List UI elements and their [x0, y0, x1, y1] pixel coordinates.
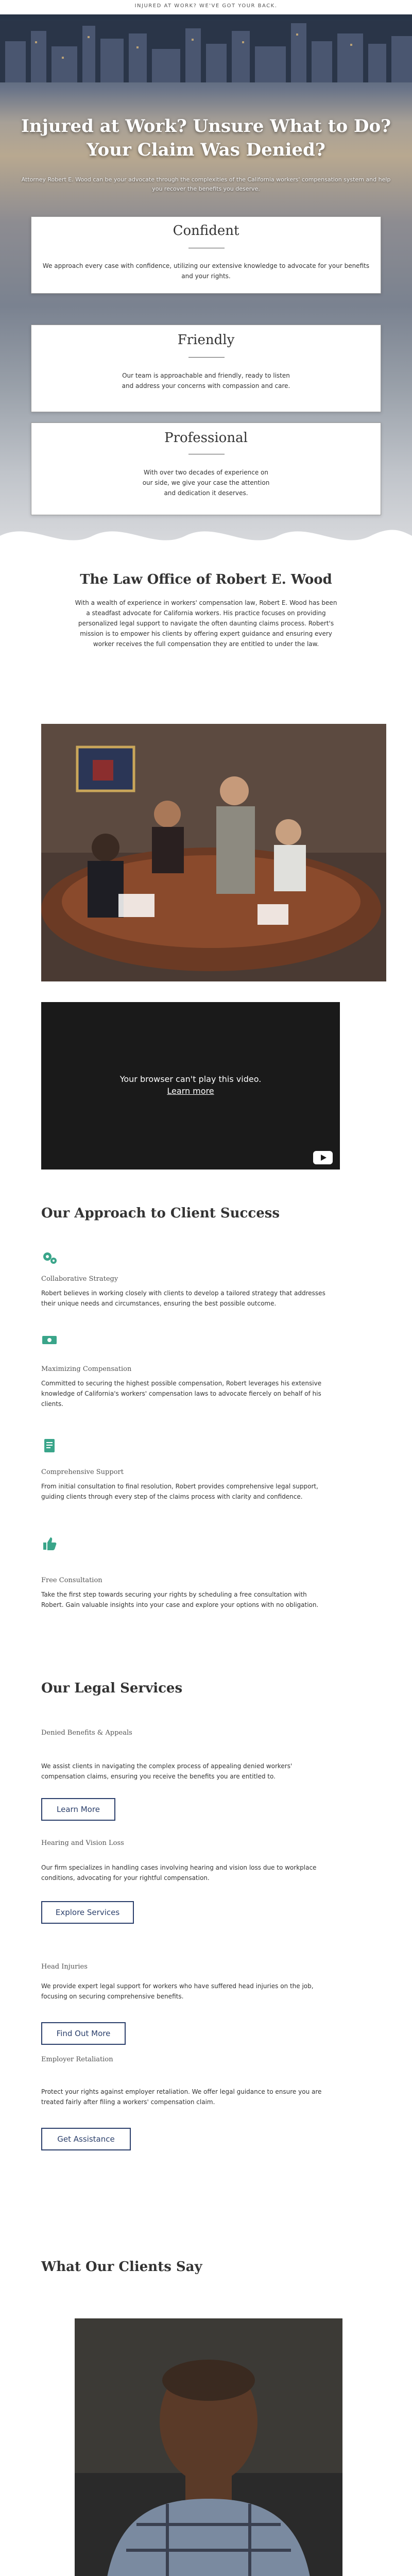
- testimonials-title: What Our Clients Say: [41, 2259, 202, 2275]
- card-title: Confident: [173, 223, 239, 239]
- learn-more-button[interactable]: Learn More: [41, 1798, 115, 1821]
- video-learn-more-link[interactable]: Learn more: [167, 1086, 214, 1096]
- card-title: Professional: [164, 430, 248, 446]
- approach-item-heading: Free Consultation: [41, 1577, 102, 1584]
- card-title: Friendly: [177, 332, 235, 348]
- approach-item-heading: Collaborative Strategy: [41, 1275, 118, 1283]
- get-assistance-button[interactable]: Get Assistance: [41, 2128, 131, 2150]
- about-text: With a wealth of experience in workers' compensation law, Robert E. Wood has been a steadfast advocate for California workers. His practice focuses on providing personalized legal support to navigate the often daunting claims process. Robert's mission is to empower his clients by offering expert guidance and ensuring every worker receives the full compensation they are entitled to under the law.: [75, 599, 337, 648]
- service-heading: Employer Retaliation: [41, 2056, 113, 2063]
- approach-item-text: From initial consultation to final resolution, Robert provides comprehensive legal support, guiding clients through every step of the claims process with clarity and confidence.: [41, 1483, 318, 1500]
- services-title: Our Legal Services: [41, 1681, 183, 1696]
- card-text: Our team is approachable and friendly, ready to listen and address your concerns with compassion and care.: [122, 372, 290, 389]
- explore-services-button[interactable]: Explore Services: [41, 1901, 134, 1924]
- video-error-message: Your browser can't play this video.: [119, 1074, 262, 1084]
- hero-subtitle: Attorney Robert E. Wood can be your advocate through the complexities of the California workers' compensation system and help you recover the benefits you deserve.: [21, 176, 391, 192]
- service-text: We provide expert legal support for workers who have suffered head injuries on the job, focusing on securing comprehensive benefits.: [41, 1982, 314, 2000]
- service-heading: Head Injuries: [41, 1963, 88, 1971]
- approach-item-heading: Comprehensive Support: [41, 1468, 124, 1476]
- announcement-text: INJURED AT WORK? WE'VE GOT YOUR BACK.: [134, 3, 278, 9]
- document-icon: [41, 1437, 58, 1454]
- service-heading: Denied Benefits & Appeals: [41, 1729, 132, 1737]
- service-heading: Hearing and Vision Loss: [41, 1839, 124, 1847]
- approach-title: Our Approach to Client Success: [41, 1206, 280, 1221]
- value-card-professional: [31, 422, 381, 515]
- client-portrait-jesse: [75, 2318, 342, 2576]
- approach-item-text: Robert believes in working closely with clients to develop a tailored strategy that addresses their unique needs and circumstances, ensuring the best possible outcome.: [41, 1290, 325, 1307]
- value-card-confident: [31, 216, 381, 294]
- service-text: Our firm specializes in handling cases involving hearing and vision loss due to workplace conditions, advocating for your rightful compensation.: [41, 1864, 317, 1882]
- announcement-bar: [0, 0, 412, 14]
- city-skyline-image: [0, 21, 412, 82]
- video-player[interactable]: [41, 1002, 340, 1170]
- approach-item-text: Take the first step towards securing your rights by scheduling a free consultation with Robert. Gain valuable insights into your case and explore your options with no obligation.: [41, 1591, 319, 1608]
- youtube-logo-icon[interactable]: [313, 1151, 333, 1164]
- hero-section: [0, 0, 412, 556]
- wave-divider: [0, 515, 412, 556]
- about-title: The Law Office of Robert E. Wood: [80, 572, 332, 587]
- find-out-more-button[interactable]: Find Out More: [41, 2022, 126, 2045]
- value-card-friendly: [31, 325, 381, 412]
- approach-item-heading: Maximizing Compensation: [41, 1365, 132, 1373]
- card-text: We approach every case with confidence, utilizing our extensive knowledge to advocate for your benefits and your rights.: [42, 262, 370, 280]
- service-text: Protect your rights against employer retaliation. We offer legal guidance to ensure you are treated fairly after filing a workers' compensation claim.: [41, 2088, 322, 2106]
- gears-icon: [41, 1249, 58, 1266]
- service-text: We assist clients in navigating the complex process of appealing denied workers' compensation claims, ensuring you receive the benefits you are entitled to.: [41, 1762, 293, 1780]
- approach-item-text: Committed to securing the highest possible compensation, Robert leverages his extensive knowledge of California's workers' compensation laws to advocate fiercely on behalf of his clients.: [41, 1380, 322, 1408]
- card-divider: [188, 357, 225, 358]
- thumbs-up-icon: [41, 1535, 58, 1552]
- team-meeting-photo: [41, 724, 386, 981]
- hero-title: Injured at Work? Unsure What to Do? Your Claim Was Denied?: [21, 116, 391, 160]
- card-text: With over two decades of experience on our side, we give your case the attention and dedication it deserves.: [142, 469, 270, 497]
- money-icon: [41, 1332, 58, 1348]
